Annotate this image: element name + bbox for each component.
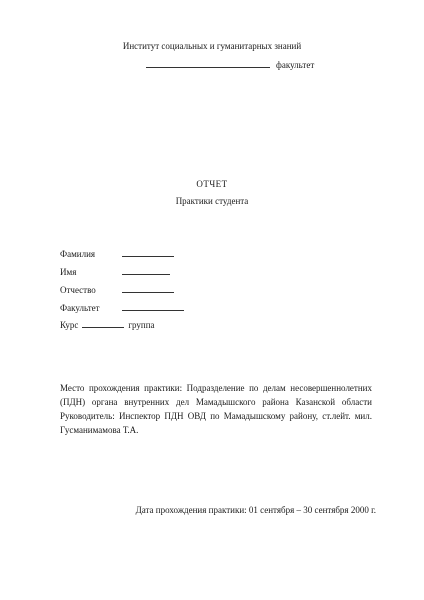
field-patronymic-label: Отчество: [60, 285, 96, 295]
practice-paragraph: Место прохождения практики: Подразделение по делам несовершеннолетних (ПДН) органа внутренних дел Мамадышского района Казанской области Руководитель: Инспектор ПДН ОВД по Мамадышскому району, ст.лейт. мил. Гусманимамова Т.А.: [60, 383, 372, 435]
practice-dates: Дата прохождения практики: 01 сентября – 30 сентября 2000 г.: [135, 505, 376, 515]
field-surname-label: Фамилия: [60, 249, 96, 259]
field-surname-blank: [122, 247, 174, 257]
field-name-label: Имя: [60, 267, 77, 277]
course-prefix: Курс: [60, 320, 79, 330]
field-faculty-label: Факультет: [60, 303, 100, 313]
institute-header: Институт социальных и гуманитарных знаний: [122, 41, 302, 51]
field-faculty: [60, 301, 184, 314]
field-faculty-blank: [122, 301, 184, 311]
course-blank: [82, 318, 124, 328]
report-title: ОТЧЕТ: [196, 179, 228, 189]
field-surname: [60, 247, 174, 260]
field-name: [60, 265, 170, 278]
faculty-label: факультет: [276, 60, 315, 70]
field-patronymic: [60, 283, 174, 296]
field-patronymic-blank: [122, 283, 174, 293]
report-subtitle: Практики студента: [175, 196, 249, 206]
field-name-blank: [122, 265, 170, 275]
faculty-blank: [146, 58, 270, 68]
field-course: [60, 318, 155, 331]
faculty-line: [146, 58, 314, 71]
course-suffix: группа: [128, 320, 155, 330]
